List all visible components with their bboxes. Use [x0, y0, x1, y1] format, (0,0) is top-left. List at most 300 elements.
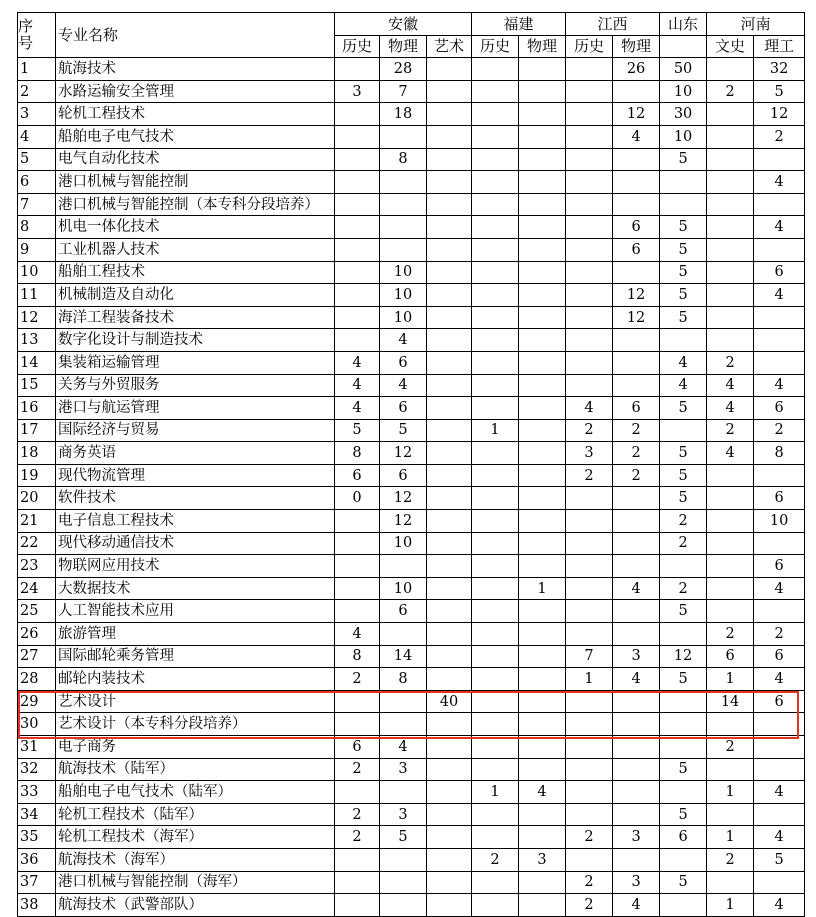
table-row — [18, 826, 805, 849]
quota-cell: 6 — [660, 826, 707, 849]
table-row — [18, 736, 805, 759]
quota-cell — [427, 442, 472, 465]
quota-cell: 2 — [707, 351, 754, 374]
quota-cell: 10 — [754, 510, 805, 533]
row-index: 37 — [18, 871, 56, 894]
quota-cell — [427, 487, 472, 510]
quota-cell — [707, 216, 754, 239]
quota-cell — [707, 803, 754, 826]
quota-cell: 6 — [754, 397, 805, 420]
quota-cell — [519, 713, 566, 736]
major-name: 工业机器人技术 — [56, 238, 335, 261]
quota-cell: 2 — [707, 736, 754, 759]
quota-cell — [427, 713, 472, 736]
table-row — [18, 577, 805, 600]
major-name: 航海技术（武警部队） — [56, 894, 335, 917]
table-row — [18, 510, 805, 533]
quota-cell — [566, 125, 613, 148]
quota-cell — [472, 351, 519, 374]
quota-cell: 3 — [613, 645, 660, 668]
major-name: 国际经济与贸易 — [56, 419, 335, 442]
major-name: 现代物流管理 — [56, 464, 335, 487]
quota-cell: 2 — [335, 803, 380, 826]
quota-cell — [335, 555, 380, 578]
quota-cell: 1 — [707, 894, 754, 917]
quota-cell — [613, 623, 660, 646]
quota-cell — [754, 193, 805, 216]
quota-cell: 4 — [707, 442, 754, 465]
quota-cell — [707, 555, 754, 578]
quota-cell: 10 — [380, 306, 427, 329]
major-name: 电子信息工程技术 — [56, 510, 335, 533]
quota-cell — [380, 871, 427, 894]
quota-cell: 4 — [754, 577, 805, 600]
row-index: 27 — [18, 645, 56, 668]
quota-cell — [519, 464, 566, 487]
quota-cell — [566, 600, 613, 623]
quota-cell: 2 — [566, 871, 613, 894]
quota-cell — [519, 894, 566, 917]
quota-cell: 6 — [335, 464, 380, 487]
quota-cell — [613, 713, 660, 736]
table-row — [18, 848, 805, 871]
table-row — [18, 306, 805, 329]
quota-cell: 8 — [754, 442, 805, 465]
quota-cell: 2 — [566, 894, 613, 917]
quota-cell — [707, 600, 754, 623]
table-row — [18, 645, 805, 668]
quota-cell — [660, 623, 707, 646]
quota-cell: 4 — [660, 351, 707, 374]
quota-cell — [427, 464, 472, 487]
quota-cell — [613, 171, 660, 194]
quota-cell — [566, 623, 613, 646]
quota-cell — [707, 125, 754, 148]
table-row — [18, 238, 805, 261]
quota-cell — [335, 148, 380, 171]
quota-cell: 6 — [754, 645, 805, 668]
quota-cell — [707, 103, 754, 126]
quota-cell: 2 — [335, 758, 380, 781]
row-index: 33 — [18, 781, 56, 804]
quota-cell — [754, 464, 805, 487]
quota-cell — [335, 713, 380, 736]
quota-cell — [427, 645, 472, 668]
index-header-line1: 序 — [18, 17, 34, 36]
quota-cell — [427, 555, 472, 578]
subject-header: 理工 — [754, 35, 805, 58]
table-row — [18, 464, 805, 487]
quota-cell: 1 — [519, 577, 566, 600]
quota-cell: 32 — [754, 58, 805, 81]
quota-cell — [472, 171, 519, 194]
quota-cell: 4 — [335, 397, 380, 420]
quota-cell: 12 — [613, 103, 660, 126]
quota-cell — [519, 284, 566, 307]
quota-cell — [472, 306, 519, 329]
quota-cell — [613, 329, 660, 352]
quota-cell: 4 — [380, 329, 427, 352]
quota-cell: 4 — [754, 374, 805, 397]
subject-header: 物理 — [380, 35, 427, 58]
quota-cell — [613, 848, 660, 871]
quota-cell: 2 — [566, 464, 613, 487]
quota-cell — [472, 58, 519, 81]
quota-cell — [519, 758, 566, 781]
quota-cell: 5 — [660, 148, 707, 171]
major-name: 水路运输安全管理 — [56, 80, 335, 103]
quota-cell — [566, 193, 613, 216]
quota-cell — [427, 284, 472, 307]
quota-cell — [519, 306, 566, 329]
row-index: 15 — [18, 374, 56, 397]
quota-cell — [472, 577, 519, 600]
quota-cell — [519, 351, 566, 374]
row-index: 28 — [18, 668, 56, 691]
quota-cell — [566, 171, 613, 194]
quota-cell: 6 — [707, 645, 754, 668]
quota-cell — [566, 532, 613, 555]
table-row — [18, 351, 805, 374]
quota-cell — [613, 736, 660, 759]
quota-cell — [754, 600, 805, 623]
quota-cell: 8 — [380, 148, 427, 171]
quota-cell: 5 — [660, 600, 707, 623]
major-name: 人工智能技术应用 — [56, 600, 335, 623]
quota-cell: 2 — [566, 419, 613, 442]
quota-cell — [660, 690, 707, 713]
quota-cell — [566, 555, 613, 578]
quota-cell: 6 — [335, 736, 380, 759]
table-row — [18, 397, 805, 420]
quota-cell — [427, 736, 472, 759]
subject-header: 文史 — [707, 35, 754, 58]
quota-cell — [519, 374, 566, 397]
quota-cell — [613, 803, 660, 826]
quota-cell: 50 — [660, 58, 707, 81]
quota-cell — [472, 803, 519, 826]
row-index: 38 — [18, 894, 56, 917]
quota-cell — [707, 171, 754, 194]
quota-cell: 8 — [380, 668, 427, 691]
quota-cell: 6 — [754, 690, 805, 713]
quota-cell — [335, 894, 380, 917]
quota-cell — [335, 193, 380, 216]
quota-cell — [519, 193, 566, 216]
quota-cell — [566, 238, 613, 261]
quota-cell: 4 — [380, 374, 427, 397]
row-index: 9 — [18, 238, 56, 261]
enrollment-plan-table — [17, 12, 805, 917]
quota-cell — [472, 148, 519, 171]
quota-cell — [519, 803, 566, 826]
quota-cell: 7 — [566, 645, 613, 668]
table-row — [18, 284, 805, 307]
quota-cell: 8 — [335, 645, 380, 668]
quota-cell — [566, 758, 613, 781]
row-index: 22 — [18, 532, 56, 555]
quota-cell: 5 — [660, 238, 707, 261]
quota-cell — [472, 894, 519, 917]
quota-cell — [519, 442, 566, 465]
table-row — [18, 261, 805, 284]
table-row — [18, 419, 805, 442]
quota-cell — [613, 80, 660, 103]
table-row — [18, 442, 805, 465]
quota-cell — [427, 894, 472, 917]
quota-cell — [472, 736, 519, 759]
quota-cell — [380, 848, 427, 871]
quota-cell — [472, 80, 519, 103]
quota-cell — [613, 781, 660, 804]
quota-cell: 5 — [335, 419, 380, 442]
subject-header: 物理 — [613, 35, 660, 58]
quota-cell: 18 — [380, 103, 427, 126]
quota-cell: 6 — [380, 351, 427, 374]
quota-cell — [472, 397, 519, 420]
province-header-shandong: 山东 — [660, 13, 707, 36]
row-index: 36 — [18, 848, 56, 871]
subject-header: 物理 — [519, 35, 566, 58]
quota-cell: 5 — [660, 758, 707, 781]
province-header-anhui: 安徽 — [335, 13, 472, 36]
quota-cell — [335, 58, 380, 81]
quota-cell — [519, 58, 566, 81]
quota-cell — [427, 532, 472, 555]
quota-cell — [335, 600, 380, 623]
quota-cell: 8 — [335, 442, 380, 465]
quota-cell — [427, 261, 472, 284]
quota-cell — [472, 329, 519, 352]
quota-cell — [519, 826, 566, 849]
quota-cell: 2 — [613, 419, 660, 442]
quota-cell: 6 — [380, 464, 427, 487]
row-index: 17 — [18, 419, 56, 442]
quota-cell: 6 — [380, 600, 427, 623]
quota-cell — [660, 848, 707, 871]
quota-cell — [427, 193, 472, 216]
quota-cell — [519, 487, 566, 510]
row-index: 30 — [18, 713, 56, 736]
quota-cell — [707, 577, 754, 600]
quota-cell — [335, 284, 380, 307]
quota-cell — [754, 351, 805, 374]
quota-cell — [519, 238, 566, 261]
table-row — [18, 171, 805, 194]
major-name: 海洋工程装备技术 — [56, 306, 335, 329]
quota-cell — [427, 397, 472, 420]
quota-cell — [427, 781, 472, 804]
quota-cell — [472, 510, 519, 533]
quota-cell: 10 — [660, 125, 707, 148]
quota-cell: 4 — [707, 397, 754, 420]
quota-cell — [519, 171, 566, 194]
row-index: 12 — [18, 306, 56, 329]
row-index: 19 — [18, 464, 56, 487]
quota-cell — [427, 758, 472, 781]
table-row — [18, 193, 805, 216]
quota-cell — [660, 419, 707, 442]
row-index: 35 — [18, 826, 56, 849]
quota-cell: 5 — [660, 442, 707, 465]
quota-cell: 4 — [707, 374, 754, 397]
quota-cell — [613, 758, 660, 781]
major-name: 航海技术（陆军） — [56, 758, 335, 781]
quota-cell — [754, 758, 805, 781]
major-name: 船舶电子电气技术（陆军） — [56, 781, 335, 804]
quota-cell — [472, 645, 519, 668]
quota-cell — [613, 261, 660, 284]
quota-cell — [519, 397, 566, 420]
quota-cell: 4 — [566, 397, 613, 420]
quota-cell — [427, 826, 472, 849]
quota-cell — [335, 510, 380, 533]
quota-cell — [472, 532, 519, 555]
quota-cell — [566, 351, 613, 374]
quota-cell — [472, 690, 519, 713]
quota-cell — [660, 171, 707, 194]
quota-cell: 1 — [707, 781, 754, 804]
quota-cell — [335, 171, 380, 194]
quota-cell: 28 — [380, 58, 427, 81]
quota-cell — [427, 238, 472, 261]
major-name: 港口与航运管理 — [56, 397, 335, 420]
major-name: 轮机工程技术 — [56, 103, 335, 126]
quota-cell: 5 — [660, 668, 707, 691]
subject-header — [660, 35, 707, 58]
quota-cell: 2 — [707, 623, 754, 646]
quota-cell — [380, 623, 427, 646]
row-index: 18 — [18, 442, 56, 465]
row-index: 8 — [18, 216, 56, 239]
quota-cell — [335, 238, 380, 261]
major-name: 数字化设计与制造技术 — [56, 329, 335, 352]
quota-cell: 4 — [519, 781, 566, 804]
quota-cell — [380, 555, 427, 578]
quota-cell — [566, 306, 613, 329]
index-header — [18, 13, 56, 58]
table-row — [18, 781, 805, 804]
quota-cell: 12 — [660, 645, 707, 668]
quota-cell: 12 — [613, 284, 660, 307]
quota-cell: 5 — [754, 80, 805, 103]
quota-cell — [427, 351, 472, 374]
quota-cell — [519, 148, 566, 171]
table-row — [18, 103, 805, 126]
quota-cell — [754, 329, 805, 352]
quota-cell — [427, 374, 472, 397]
quota-cell: 2 — [754, 125, 805, 148]
quota-cell — [472, 600, 519, 623]
quota-cell — [707, 261, 754, 284]
quota-cell — [427, 419, 472, 442]
quota-cell — [427, 58, 472, 81]
quota-cell — [566, 803, 613, 826]
table-row — [18, 668, 805, 691]
quota-cell — [427, 803, 472, 826]
quota-cell: 6 — [613, 238, 660, 261]
quota-cell: 14 — [707, 690, 754, 713]
table-row — [18, 80, 805, 103]
major-name: 港口机械与智能控制（海军） — [56, 871, 335, 894]
quota-cell — [566, 261, 613, 284]
quota-cell — [472, 464, 519, 487]
quota-cell — [707, 713, 754, 736]
table-row — [18, 555, 805, 578]
major-name: 电子商务 — [56, 736, 335, 759]
row-index: 34 — [18, 803, 56, 826]
quota-cell: 5 — [754, 848, 805, 871]
row-index: 10 — [18, 261, 56, 284]
quota-cell — [566, 80, 613, 103]
quota-cell: 12 — [380, 487, 427, 510]
quota-cell — [380, 125, 427, 148]
quota-cell — [707, 464, 754, 487]
quota-cell: 10 — [660, 80, 707, 103]
quota-cell — [566, 713, 613, 736]
quota-cell — [519, 532, 566, 555]
quota-cell — [427, 148, 472, 171]
quota-cell — [472, 442, 519, 465]
quota-cell — [519, 329, 566, 352]
quota-cell — [380, 171, 427, 194]
quota-cell — [613, 690, 660, 713]
quota-cell: 4 — [335, 374, 380, 397]
row-index: 1 — [18, 58, 56, 81]
quota-cell: 2 — [660, 510, 707, 533]
quota-cell — [472, 555, 519, 578]
major-name: 邮轮内装技术 — [56, 668, 335, 691]
quota-cell — [613, 374, 660, 397]
major-name: 轮机工程技术（陆军） — [56, 803, 335, 826]
row-index: 7 — [18, 193, 56, 216]
row-index: 23 — [18, 555, 56, 578]
quota-cell — [472, 238, 519, 261]
quota-cell — [472, 758, 519, 781]
province-header-henan: 河南 — [707, 13, 805, 36]
quota-cell — [519, 103, 566, 126]
quota-cell — [566, 329, 613, 352]
row-index: 21 — [18, 510, 56, 533]
quota-cell: 6 — [613, 216, 660, 239]
quota-cell: 2 — [335, 826, 380, 849]
quota-cell: 4 — [613, 125, 660, 148]
quota-cell — [707, 148, 754, 171]
subject-header: 历史 — [472, 35, 519, 58]
quota-cell — [660, 555, 707, 578]
quota-cell — [472, 713, 519, 736]
quota-cell — [707, 510, 754, 533]
quota-cell — [380, 713, 427, 736]
quota-cell — [335, 781, 380, 804]
major-name: 船舶电子电气技术 — [56, 125, 335, 148]
quota-cell — [660, 193, 707, 216]
table-row — [18, 871, 805, 894]
quota-cell — [613, 510, 660, 533]
quota-cell — [660, 713, 707, 736]
quota-cell: 5 — [660, 261, 707, 284]
quota-cell: 3 — [380, 803, 427, 826]
quota-cell — [427, 871, 472, 894]
quota-cell — [427, 125, 472, 148]
quota-cell — [613, 600, 660, 623]
quota-cell: 4 — [380, 736, 427, 759]
quota-cell — [519, 600, 566, 623]
quota-cell: 6 — [380, 397, 427, 420]
row-index: 24 — [18, 577, 56, 600]
quota-cell: 12 — [613, 306, 660, 329]
quota-cell: 3 — [380, 758, 427, 781]
